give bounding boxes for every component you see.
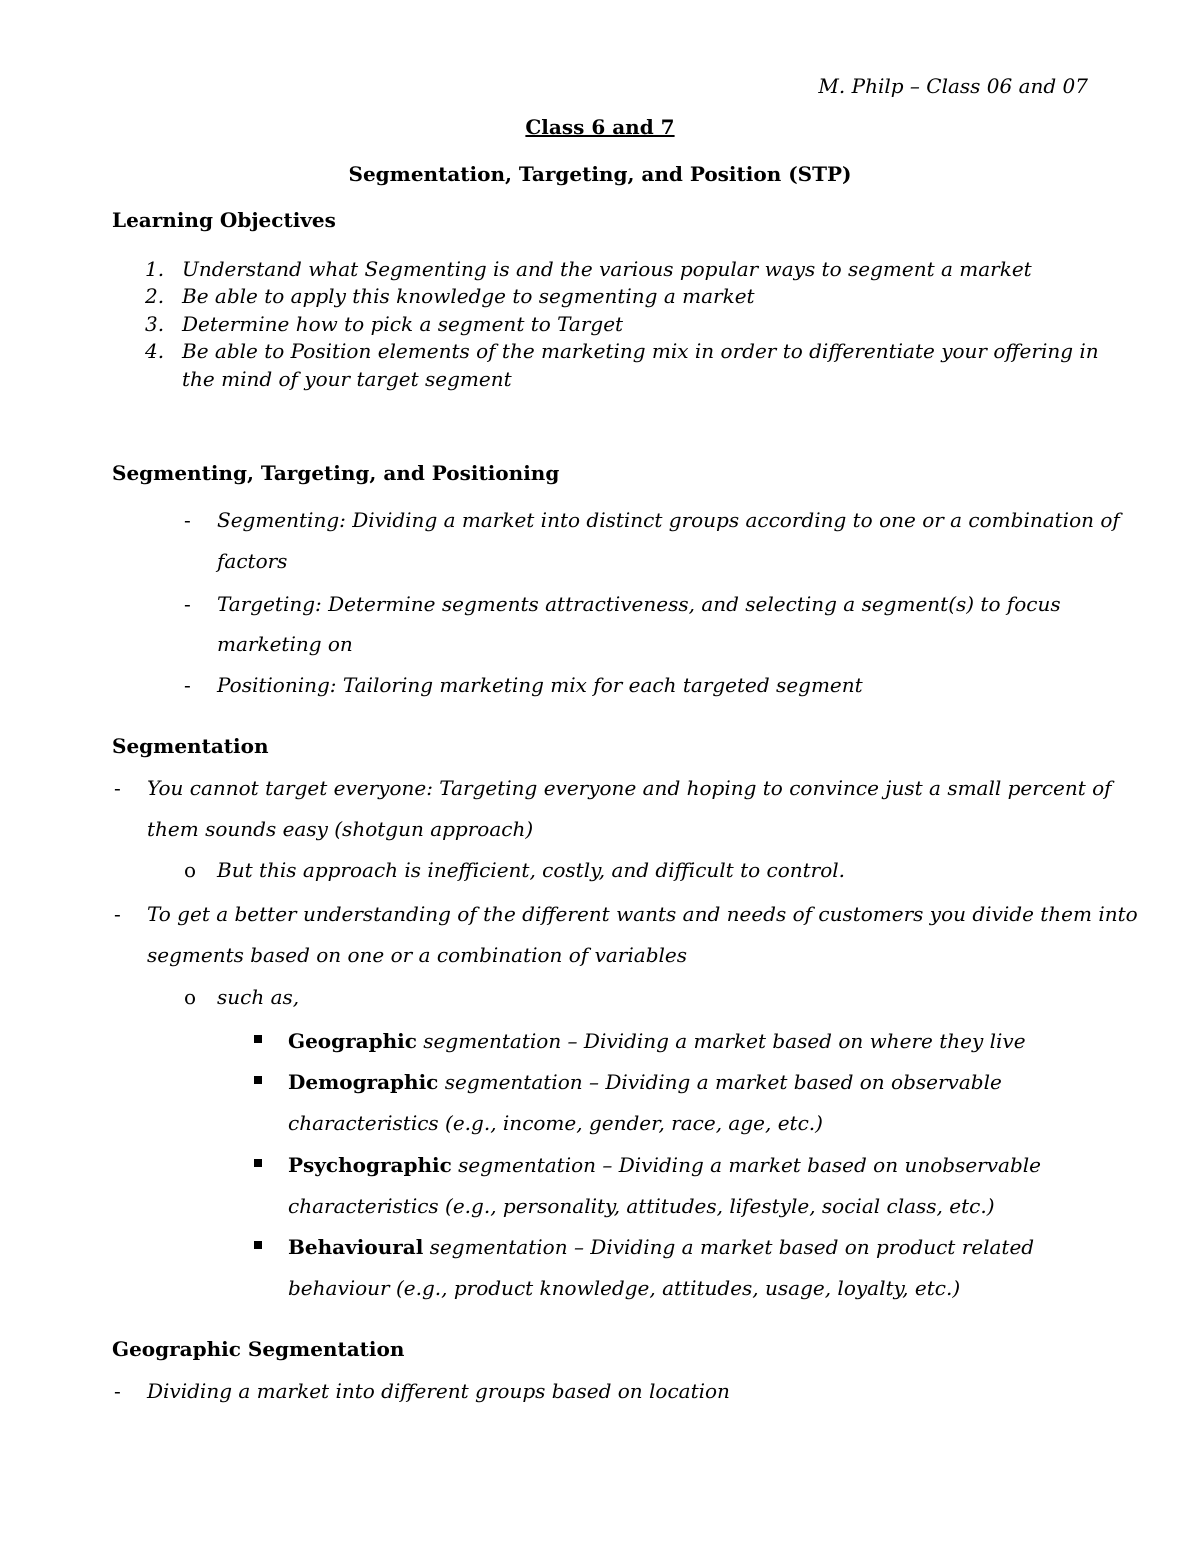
objective-text: Be able to Position elements of the marketing mix in order to differentiate your offering in — [182, 339, 1099, 363]
dash-bullet: - — [114, 902, 121, 926]
segmentation-sub-bullet-text: But this approach is inefficient, costly, and difficult to control. — [217, 858, 846, 882]
stp-item-text-continued: factors — [217, 549, 288, 573]
segmentation-type-description-continued: characteristics (e.g., personality, attitudes, lifestyle, social class, etc.) — [288, 1194, 995, 1218]
dash-bullet: - — [114, 1379, 121, 1403]
dash-bullet: - — [184, 508, 191, 532]
objective-text-continued: the mind of your target segment — [182, 367, 512, 391]
square-bullet — [254, 1241, 262, 1249]
segmentation-type-description: segmentation – Dividing a market based on unobservable — [451, 1153, 1041, 1177]
heading-stp: Segmenting, Targeting, and Positioning — [112, 461, 560, 485]
segmentation-bullet-text: You cannot target everyone: Targeting everyone and hoping to convince just a small percent of — [147, 776, 1112, 800]
stp-item-text: Segmenting: Dividing a market into distinct groups according to one or a combination of — [217, 508, 1120, 532]
segmentation-type-description-continued: characteristics (e.g., income, gender, race, age, etc.) — [288, 1111, 823, 1135]
segmentation-bullet-text: To get a better understanding of the different wants and needs of customers you divide them into — [147, 902, 1138, 926]
segmentation-type-description: segmentation – Dividing a market based on where they live — [416, 1029, 1026, 1053]
segmentation-type-description-continued: behaviour (e.g., product knowledge, attitudes, usage, loyalty, etc.) — [288, 1276, 961, 1300]
segmentation-sub-bullet-text: such as, — [217, 985, 300, 1009]
stp-item-text: Targeting: Determine segments attractiveness, and selecting a segment(s) to focus — [217, 592, 1061, 616]
heading-segmentation: Segmentation — [112, 734, 269, 758]
dash-bullet: - — [184, 673, 191, 697]
segmentation-type-term: Geographic — [288, 1029, 417, 1053]
segmentation-bullet-text-continued: segments based on one or a combination of variables — [147, 943, 687, 967]
stp-item-text-continued: marketing on — [217, 632, 353, 656]
page-header: M. Philp – Class 06 and 07 — [818, 74, 1088, 98]
objective-number: 1. — [145, 257, 165, 281]
heading-learning-objectives: Learning Objectives — [112, 208, 336, 232]
square-bullet — [254, 1035, 262, 1043]
objective-number: 3. — [145, 312, 165, 336]
circle-bullet: o — [184, 858, 197, 882]
objective-text: Determine how to pick a segment to Target — [182, 312, 624, 336]
square-bullet — [254, 1159, 262, 1167]
segmentation-type-term: Psychographic — [288, 1153, 452, 1177]
segmentation-bullet-text-continued: them sounds easy (shotgun approach) — [147, 817, 534, 841]
objective-number: 2. — [145, 284, 165, 308]
dash-bullet: - — [184, 592, 191, 616]
document-subtitle: Segmentation, Targeting, and Position (STP) — [348, 162, 852, 186]
segmentation-type-item — [288, 1029, 1026, 1053]
heading-geographic-segmentation: Geographic Segmentation — [112, 1337, 405, 1361]
segmentation-type-item — [288, 1070, 1002, 1094]
dash-bullet: - — [114, 776, 121, 800]
segmentation-type-term: Behavioural — [288, 1235, 424, 1259]
segmentation-type-item — [288, 1235, 1034, 1259]
segmentation-type-term: Demographic — [288, 1070, 439, 1094]
stp-item-text: Positioning: Tailoring marketing mix for each targeted segment — [217, 673, 863, 697]
segmentation-type-description: segmentation – Dividing a market based on product related — [423, 1235, 1035, 1259]
square-bullet — [254, 1076, 262, 1084]
document-title: Class 6 and 7 — [525, 115, 675, 139]
geographic-bullet-text: Dividing a market into different groups based on location — [147, 1379, 730, 1403]
objective-text: Understand what Segmenting is and the various popular ways to segment a market — [182, 257, 1032, 281]
segmentation-type-description: segmentation – Dividing a market based on observable — [438, 1070, 1002, 1094]
objective-text: Be able to apply this knowledge to segmenting a market — [182, 284, 755, 308]
segmentation-type-item — [288, 1153, 1041, 1177]
objective-number: 4. — [145, 339, 165, 363]
circle-bullet: o — [184, 985, 197, 1009]
